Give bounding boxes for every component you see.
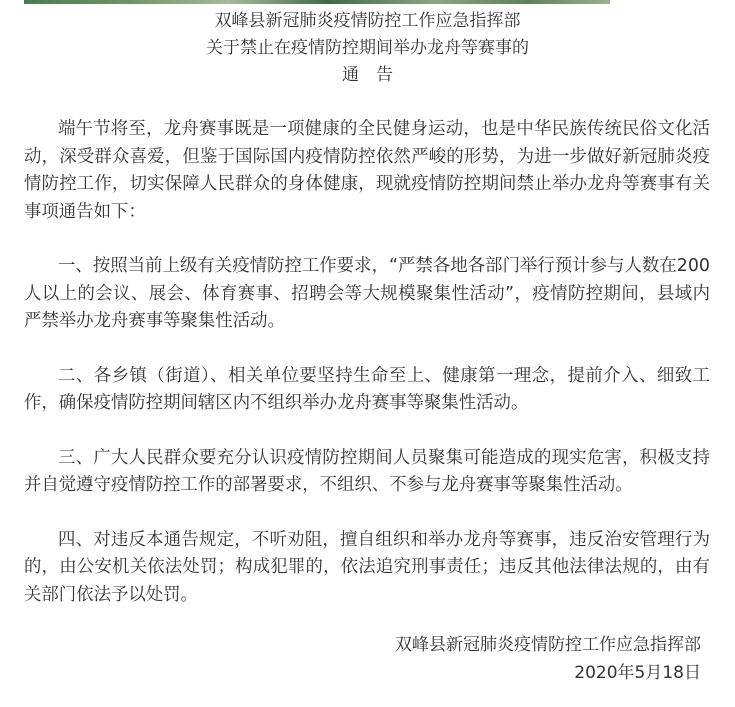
signature-date: 2020年5月18日 bbox=[574, 662, 701, 683]
signature-block bbox=[395, 632, 701, 687]
item-four-paragraph: 四、对违反本通告规定，不听劝阻，擅自组织和举办龙舟等赛事，违反治安管理行为的，由公安机关依法处罚；构成犯罪的，依法追究刑事责任；违反其他法律法规的，由有关部门依法予以处罚。 bbox=[24, 529, 710, 605]
title-notice-line: 通 告 bbox=[342, 65, 393, 85]
header-banner-image bbox=[24, 0, 610, 4]
item-two-paragraph: 二、各乡镇（街道）、相关单位要坚持生命至上、健康第一理念，提前介入、细致工作，确保疫情防控期间辖区内不组织举办龙舟赛事等聚集性活动。 bbox=[24, 365, 710, 413]
item-three-paragraph: 三、广大人民群众要充分认识疫情防控期间人员聚集可能造成的现实危害，积极支持并自觉遵守疫情防控工作的部署要求，不组织、不参与龙舟赛事等聚集性活动。 bbox=[24, 447, 710, 495]
title-subject-line: 关于禁止在疫情防控期间举办龙舟等赛事的 bbox=[206, 38, 529, 58]
notice-body bbox=[24, 116, 710, 636]
intro-paragraph: 端午节将至，龙舟赛事既是一项健康的全民健身运动，也是中华民族传统民俗文化活动，深受群众喜爱，但鉴于国际国内疫情防控依然严峻的形势，为进一步做好新冠肺炎疫情防控工作，切实保障人民群众的身体健康，现就疫情防控期间禁止举办龙舟等赛事有关事项通告如下： bbox=[24, 119, 710, 222]
item-one-paragraph: 一、按照当前上级有关疫情防控工作要求，“严禁各地各部门举行预计参与人数在200人以上的会议、展会、体育赛事、招聘会等大规模聚集性活动”，疫情防控期间，县域内严禁举办龙舟赛事等聚集性活动。 bbox=[24, 256, 710, 331]
notice-title bbox=[0, 8, 735, 89]
title-issuer-line: 双峰县新冠肺炎疫情防控工作应急指挥部 bbox=[214, 11, 521, 31]
signature-issuer: 双峰县新冠肺炎疫情防控工作应急指挥部 bbox=[395, 635, 701, 655]
